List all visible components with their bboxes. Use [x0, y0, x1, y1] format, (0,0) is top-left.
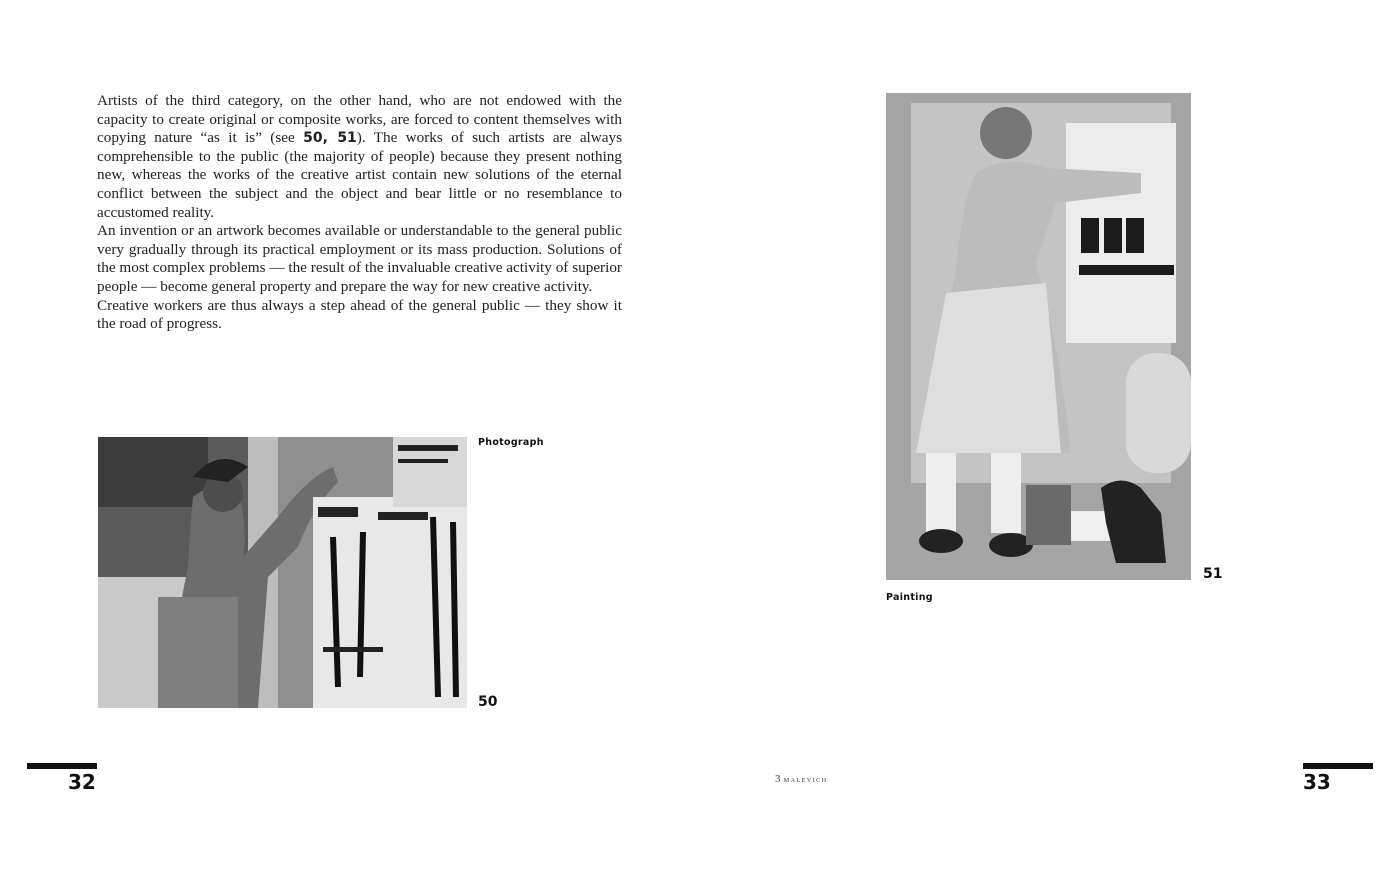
figure-51-number: 51 — [1203, 566, 1223, 582]
body-text — [97, 92, 622, 334]
series-name: MALEVICH — [783, 777, 828, 784]
figure-reference: 50, 51 — [303, 130, 357, 147]
left-page-bar — [27, 763, 97, 769]
figure-51-painting — [886, 93, 1191, 580]
figure-50-number: 50 — [478, 694, 498, 710]
right-page-bar — [1303, 763, 1373, 769]
paragraph-2: An invention or an artwork becomes available or understandable to the general public very gradually through its practical employment or its mass production. Solutions of the most complex problems — the result of the invaluable creative activity of superior people — become general property and prepare the way for new creative activity. — [97, 222, 622, 295]
running-footer — [775, 773, 827, 785]
paragraph-3: Creative workers are thus always a step ahead of the general public — they show it the road of progress. — [97, 296, 622, 333]
paragraph-1: Artists of the third category, on the other hand, who are not endowed with the capacity to create original or composite works, are forced to content themselves with copying nature “as it is” (see 50, 51). The works of such artists are always comprehensible to the public (the majority of people) because they present nothing new, whereas the works of the creative artist contain new solutions of the eternal conflict between the subject and the object and bear little or no resemblance to accustomed reality. — [97, 92, 622, 221]
right-page-number: 33 — [1303, 770, 1331, 794]
figure-50-photograph — [98, 437, 467, 708]
series-number: 3 — [775, 773, 781, 785]
figure-51-caption: Painting — [886, 592, 933, 603]
figure-50-caption: Photograph — [478, 437, 544, 448]
left-page-number: 32 — [68, 770, 96, 794]
